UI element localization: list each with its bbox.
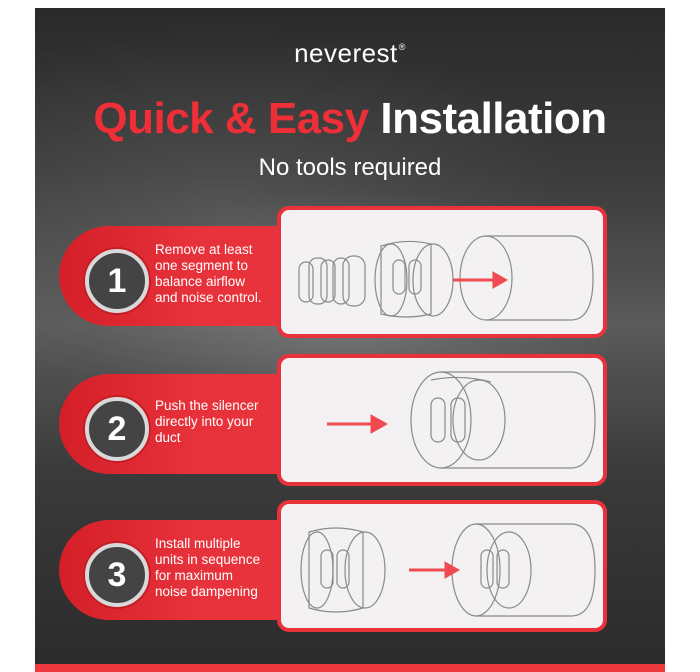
multiple-units-diagram bbox=[281, 504, 603, 628]
title-highlight: Quick & Easy bbox=[93, 94, 369, 143]
installation-card bbox=[35, 8, 665, 672]
registered-mark: ® bbox=[398, 42, 406, 52]
step-1 bbox=[35, 206, 665, 346]
brand-name: neverest bbox=[294, 38, 398, 68]
step-1-illustration-panel bbox=[277, 206, 607, 338]
page-subtitle: No tools required bbox=[258, 154, 442, 181]
step-1-line-4: and noise control. bbox=[155, 290, 262, 305]
step-3-line-2: units in sequence bbox=[155, 552, 261, 567]
step-3-line-4: noise dampening bbox=[155, 584, 258, 599]
step-3-number-badge: 3 bbox=[85, 543, 149, 607]
brand-logo bbox=[35, 38, 665, 69]
step-3-line-1: Install multiple bbox=[155, 536, 241, 551]
step-3-illustration-panel bbox=[277, 500, 607, 632]
step-1-line-1: Remove at least bbox=[155, 242, 253, 257]
step-1-line-2: one segment to bbox=[155, 258, 249, 273]
step-3-line-3: for maximum bbox=[155, 568, 234, 583]
step-3 bbox=[35, 500, 665, 640]
step-1-arrow bbox=[453, 272, 507, 288]
step-2-illustration-panel bbox=[277, 354, 607, 486]
step-2-arrow bbox=[327, 415, 387, 433]
step-2 bbox=[35, 354, 665, 494]
step-1-number-badge: 1 bbox=[85, 249, 149, 313]
step-1-line-3: balance airflow bbox=[155, 274, 246, 289]
step-3-label-panel bbox=[59, 520, 309, 620]
segments-removed-diagram bbox=[281, 210, 603, 334]
page-title bbox=[35, 94, 665, 144]
step-3-arrow bbox=[409, 562, 459, 578]
push-into-duct-diagram bbox=[281, 358, 603, 482]
title-rest: Installation bbox=[380, 94, 607, 143]
step-2-line-2: directly into your bbox=[155, 414, 254, 429]
step-1-label-panel bbox=[59, 226, 309, 326]
step-2-label-panel bbox=[59, 374, 309, 474]
step-2-line-3: duct bbox=[155, 430, 181, 445]
footer-accent-bar bbox=[35, 664, 665, 672]
step-2-number-badge: 2 bbox=[85, 397, 149, 461]
step-2-line-1: Push the silencer bbox=[155, 398, 259, 413]
